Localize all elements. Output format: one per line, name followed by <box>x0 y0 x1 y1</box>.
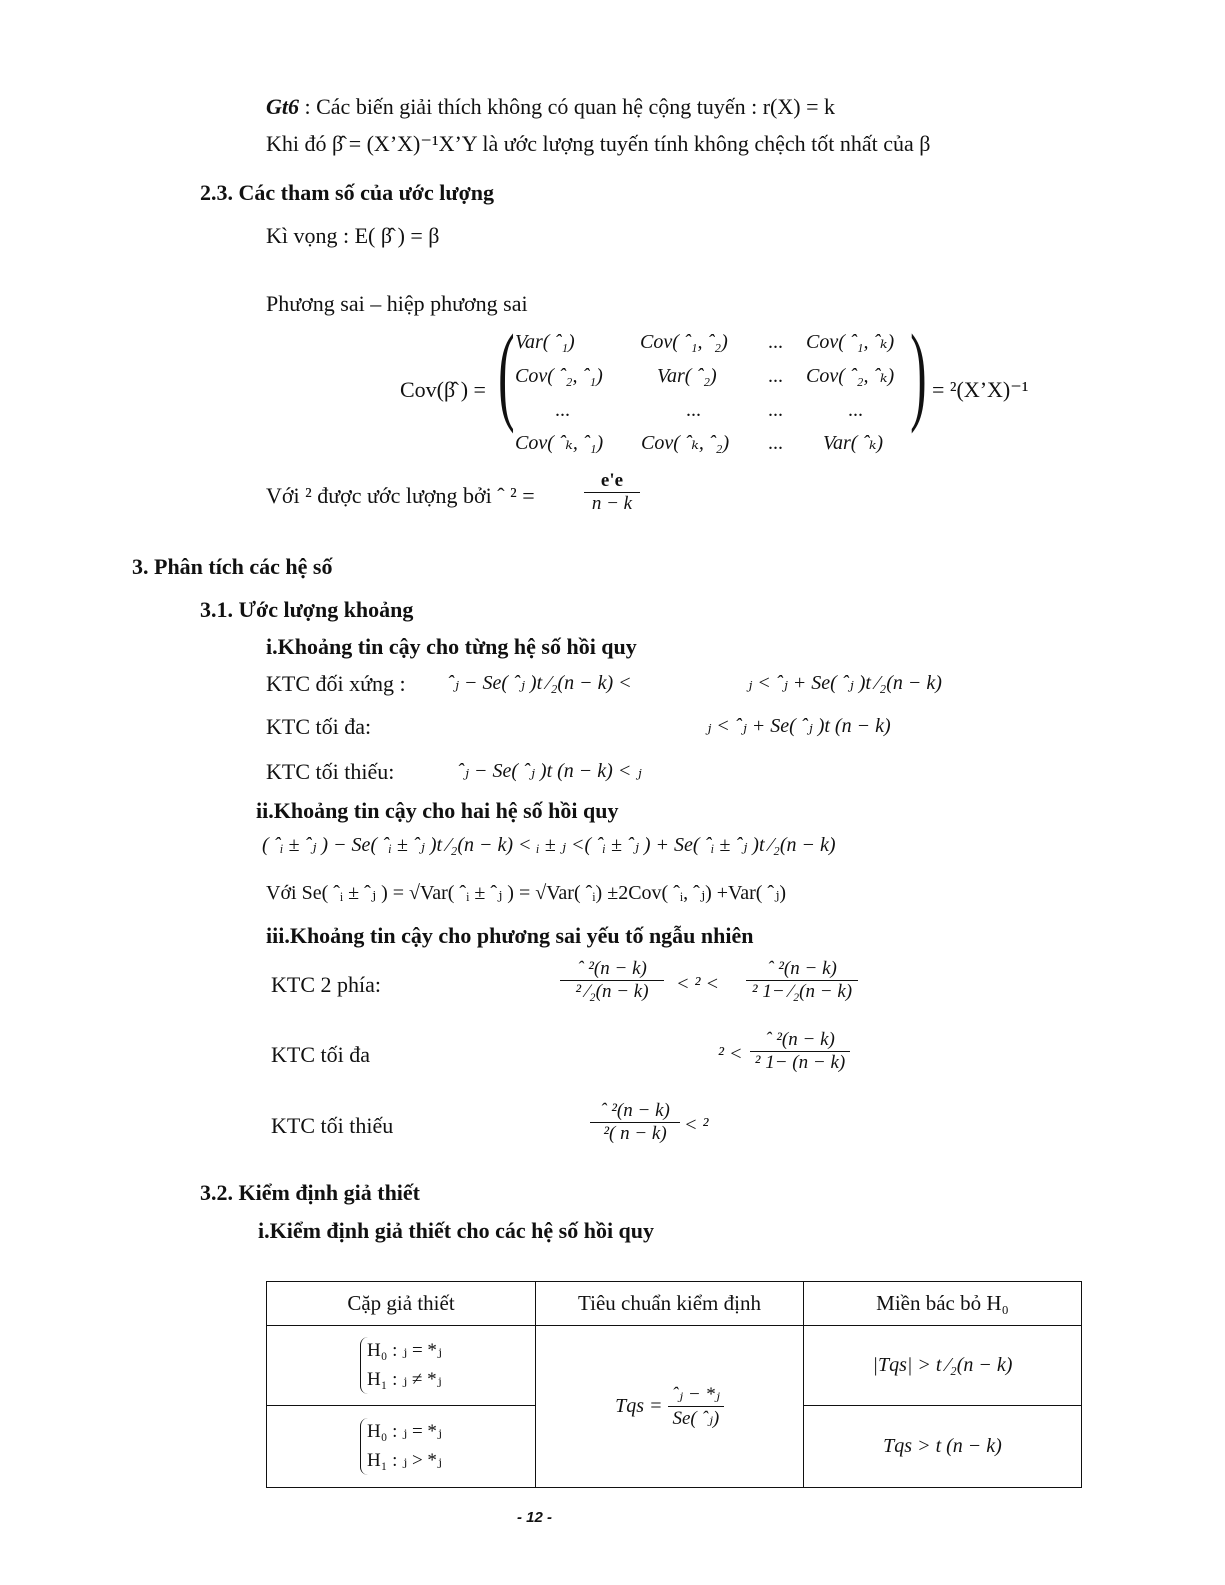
ktc2-sigma-between: < ² < <box>676 973 719 995</box>
matrix-r3c0: Cov( ˆₖ, ˆ₁) <box>515 432 604 454</box>
ktc2-right-fraction <box>746 958 858 1003</box>
matrix-left-paren: ( <box>498 312 515 434</box>
ktc-toi-da2-label: KTC tối đa <box>271 1042 370 1067</box>
page-number: - 12 - <box>517 1509 553 1526</box>
table-row2-hypotheses <box>267 1406 536 1488</box>
row2-h0: H₀ : ⱼ = *ⱼ <box>367 1421 442 1442</box>
ktc-toi-thieu-expr: ˆⱼ − Se( ˆⱼ )t (n − k) < ⱼ <box>457 760 642 782</box>
cov-lhs: Cov(β̂ ) = <box>400 377 486 402</box>
cov-rhs: = ²(X’X)⁻¹ <box>932 377 1029 402</box>
matrix-r3c3: Var( ˆₖ) <box>823 432 884 454</box>
ktc-toi-da2-denominator: ² 1− (n − k) <box>750 1051 850 1074</box>
matrix-r2c0: ... <box>555 399 570 421</box>
row1-h1: H₁ : ⱼ ≠ *ⱼ <box>367 1368 442 1390</box>
ktc-toi-thieu2-denominator: ²( n − k) <box>590 1122 680 1145</box>
table-row1-hypotheses <box>267 1326 536 1406</box>
heading-3-2: 3.2. Kiểm định giả thiết <box>200 1180 421 1205</box>
row2-h1: H₁ : ⱼ > *ⱼ <box>367 1449 442 1471</box>
ki-vong-line: Kì vọng : E( β̂ ) = β <box>266 223 440 248</box>
matrix-r3c1: Cov( ˆₖ, ˆ₂) <box>641 432 730 454</box>
gt6-line <box>266 94 835 120</box>
table-header-test-statistic: Tiêu chuẩn kiểm định <box>536 1282 804 1326</box>
ktc-toi-da2-fraction <box>750 1029 850 1074</box>
stat-fraction <box>668 1383 724 1430</box>
table-test-statistic-cell <box>536 1326 804 1488</box>
se-expr: Với Se( ˆᵢ ± ˆⱼ ) = √Var( ˆᵢ ± ˆⱼ ) = √Var( ˆᵢ) ±2Cov( ˆᵢ, ˆⱼ) +Var( ˆⱼ) <box>266 882 787 904</box>
ktc-toi-da2-sigma: ² < <box>718 1043 743 1065</box>
ktc2-left-numerator: ˆ ²(n − k) <box>577 958 647 979</box>
matrix-r2c1: ... <box>686 399 701 421</box>
matrix-r1c1: Var( ˆ₂) <box>657 365 717 387</box>
voi-sigma-line: Với ² được ước lượng bởi ˆ ² = <box>266 483 535 508</box>
matrix-r0c0: Var( ˆ₁) <box>515 331 575 353</box>
ktc2-right-denominator: ² 1− ⁄₂(n − k) <box>746 980 858 1003</box>
ktc-toi-thieu2-fraction <box>590 1100 680 1145</box>
matrix-r1c3: Cov( ˆ₂, ˆₖ) <box>806 365 895 387</box>
stat-numerator: ˆⱼ − *ⱼ <box>671 1384 720 1405</box>
row2-region: Tqs > t (n − k) <box>804 1406 1082 1488</box>
row1-region: |Tqs| > t ⁄₂(n − k) <box>804 1326 1082 1406</box>
ktc-toi-da2-numerator: ˆ ²(n − k) <box>765 1029 835 1050</box>
sigma-hat-numerator: e'e <box>600 470 624 491</box>
table-header-hypotheses: Cặp giả thiết <box>267 1282 536 1326</box>
ktc-toi-thieu2-numerator: ˆ ²(n − k) <box>600 1100 670 1121</box>
ktc2-right-numerator: ˆ ²(n − k) <box>767 958 837 979</box>
matrix-r2c2: ... <box>768 399 783 421</box>
ktc-toi-thieu-label: KTC tối thiếu: <box>266 759 395 784</box>
matrix-r3c2: ... <box>768 432 783 454</box>
ii-expr: ( ˆᵢ ± ˆⱼ ) − Se( ˆᵢ ± ˆⱼ )t ⁄₂(n − k) < ᵢ ± ⱼ <( ˆᵢ ± ˆⱼ ) + Se( ˆᵢ ± ˆⱼ )t ⁄₂(n − k) <box>262 834 836 856</box>
phuong-sai-line: Phương sai – hiệp phương sai <box>266 291 528 316</box>
sigma-hat-denominator: n − k <box>584 492 640 515</box>
heading-i-kiem-dinh: i.Kiểm định giả thiết cho các hệ số hồi quy <box>258 1218 655 1243</box>
matrix-r1c2: ... <box>768 365 783 387</box>
matrix-r0c2: ... <box>768 331 783 353</box>
matrix-r1c0: Cov( ˆ₂, ˆ₁) <box>515 365 603 387</box>
ktc-doi-xung-label: KTC đối xứng : <box>266 671 406 696</box>
row1-h0: H₀ : ⱼ = *ⱼ <box>367 1340 442 1361</box>
matrix-right-paren: ) <box>910 312 927 434</box>
ktc2-left-denominator: ² ⁄₂(n − k) <box>560 980 664 1003</box>
ktc-2-phia-label: KTC 2 phía: <box>271 972 381 997</box>
matrix-r2c3: ... <box>848 399 863 421</box>
hypothesis-table <box>266 1281 1082 1488</box>
khi-do-line: Khi đó β̂ = (X’X)⁻¹X’Y là ước lượng tuyến tính không chệch tốt nhất của β <box>266 131 931 156</box>
ktc-toi-thieu2-label: KTC tối thiếu <box>271 1113 394 1138</box>
heading-2-3: 2.3. Các tham số của ước lượng <box>200 180 494 205</box>
heading-3-1: 3.1. Ước lượng khoảng <box>200 597 414 622</box>
heading-i-ktc: i.Khoảng tin cậy cho từng hệ số hồi quy <box>266 634 637 659</box>
heading-ii-ktc: ii.Khoảng tin cậy cho hai hệ số hồi quy <box>256 798 619 823</box>
gt6-label: Gt6 <box>266 94 299 119</box>
matrix-r0c3: Cov( ˆ₁, ˆₖ) <box>806 331 895 353</box>
stat-denominator: Se( ˆⱼ) <box>668 1406 724 1430</box>
ktc2-left-fraction <box>560 958 664 1003</box>
ktc-toi-da-expr: ⱼ < ˆⱼ + Se( ˆⱼ )t (n − k) <box>706 715 891 737</box>
matrix-r0c1: Cov( ˆ₁, ˆ₂) <box>640 331 728 353</box>
heading-3: 3. Phân tích các hệ số <box>132 554 333 579</box>
sigma-hat-fraction <box>584 470 640 515</box>
ktc-doi-xung-left: ˆⱼ − Se( ˆⱼ )t ⁄₂(n − k) < <box>447 672 632 694</box>
table-header-rejection-region: Miền bác bỏ H₀ <box>804 1282 1082 1326</box>
ktc-doi-xung-right: ⱼ < ˆⱼ + Se( ˆⱼ )t ⁄₂(n − k) <box>747 672 942 694</box>
ktc-toi-thieu2-sigma: < ² <box>684 1114 709 1136</box>
heading-iii-ktc: iii.Khoảng tin cậy cho phương sai yếu tố ngẫu nhiên <box>266 923 754 948</box>
gt6-text: : Các biến giải thích không có quan hệ cộng tuyến : r(X) = k <box>299 94 835 119</box>
stat-lhs: Tqs = <box>615 1395 663 1417</box>
ktc-toi-da-label: KTC tối đa: <box>266 714 372 739</box>
